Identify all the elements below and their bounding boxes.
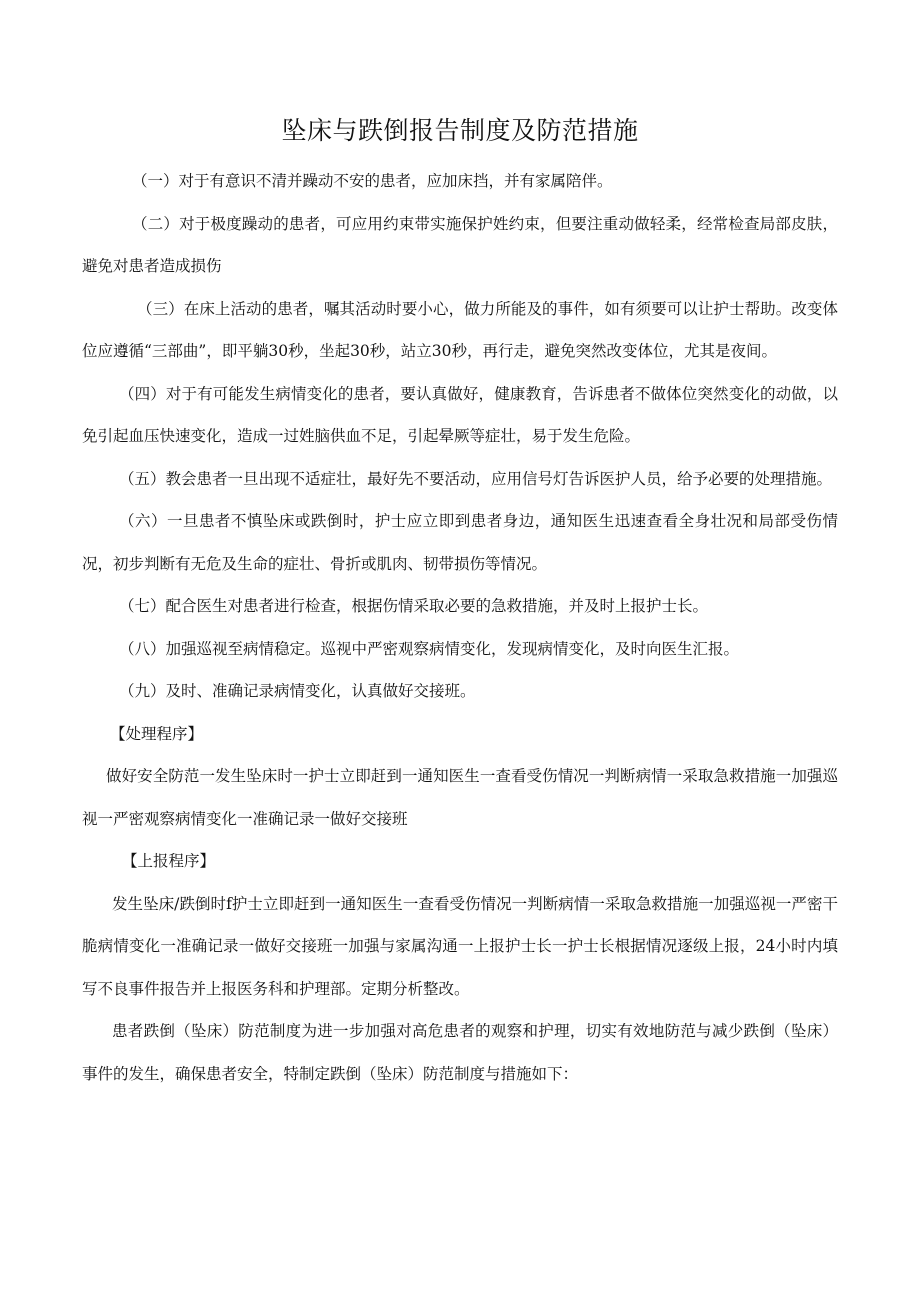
- paragraph-9: （九）及时、准确记录病情变化，认真做好交接班。: [119, 682, 476, 700]
- paragraph-4: （四）对于有可能发生病情变化的患者，要认真做好，健康教育，告诉患者不做体位突然变化的动做，以免引起血压快速变化，造成一过姓脑供血不足，引起晕厥等症壮，易于发生危险。: [82, 384, 838, 445]
- reporting-heading: 【上报程序】: [122, 852, 216, 870]
- paragraph-3: （三）在床上活动的患者，嘱其活动时要小心，做力所能及的事件，如有须要可以让护士帮助。改变体位应遵循“三部曲”，即平躺30秒，坐起30秒，站立30秒，再行走，避免突然改变体位，尤其是夜间。: [82, 299, 838, 360]
- paragraph-8: （八）加强巡视至病情稳定。巡视中严密观察病情变化，发现病情变化，及时向医生汇报。: [119, 639, 740, 658]
- prevention-intro: 患者跌倒（坠床）防范制度为进一步加强对高危患者的观察和护理，切实有效地防范与减少跌倒（坠床）事件的发生，确保患者安全，特制定跌倒（坠床）防范制度与措施如下：: [82, 1022, 838, 1083]
- reporting-procedure: 发生坠床/跌倒时f护士立即赶到一通知医生一查看受伤情况一判断病情一采取急救措施一加强巡视一严密干脆病情变化一准确记录一做好交接班一加强与家属沟通一上报护士长一护士长根据情况逐级上报，24小时内填写不良事件报告并上报医务科和护理部。定期分析整改。: [82, 894, 838, 998]
- document-title: 坠床与跌倒报告制度及防范措施: [281, 116, 639, 145]
- document-body: [82, 160, 838, 1095]
- paragraph-6: （六）一旦患者不慎坠床或跌倒时，护士应立即到患者身边，通知医生迅速查看全身壮况和局部受伤情况，初步判断有无危及生命的症壮、骨折或肌肉、韧带损伤等情况。: [82, 512, 838, 573]
- paragraph-1: （一）对于有意识不清并躁动不安的患者，应加床挡，并有家属陪伴。: [132, 172, 613, 190]
- paragraph-2: （二）对于极度躁动的患者，可应用约束带实施保护姓约束，但要注重动做轻柔，经常检查局部皮肤，避免对患者造成损伤: [82, 214, 838, 275]
- handling-heading: 【处理程序】: [110, 724, 204, 743]
- handling-procedure: 做好安全防范一发生坠床时一护士立即赶到一通知医生一查看受伤情况一判断病情一采取急救措施一加强巡视一严密观察病情变化一准确记录一做好交接班: [82, 767, 838, 828]
- paragraph-5: （五）教会患者一旦出现不适症壮，最好先不要活动，应用信号灯告诉医护人员，给予必要的处理措施。: [119, 469, 833, 488]
- paragraph-7: （七）配合医生对患者进行检查，根据伤情采取必要的急救措施，并及时上报护士长。: [119, 597, 709, 615]
